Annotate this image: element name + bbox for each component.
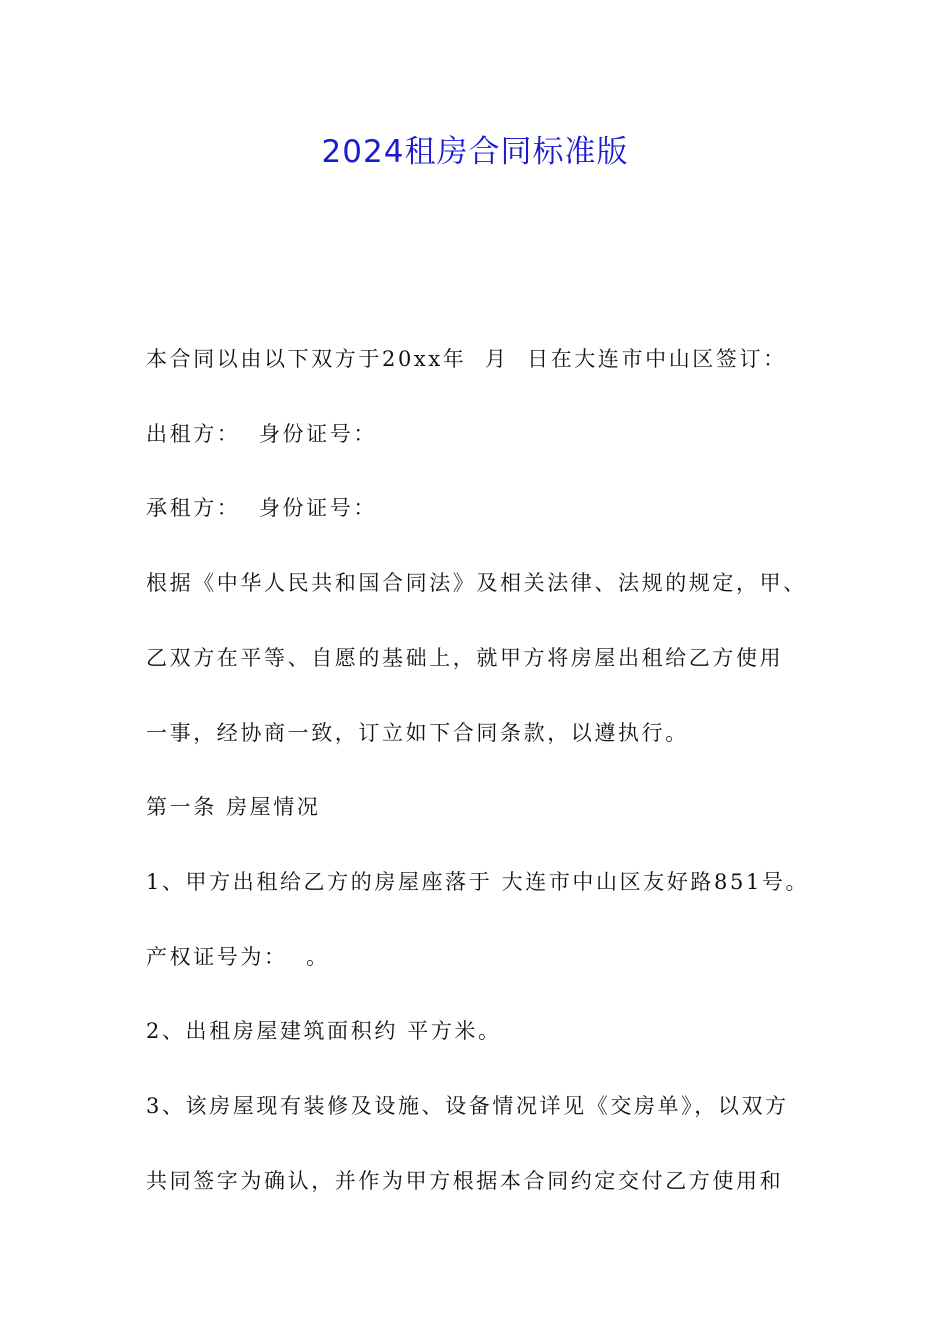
article-one-heading: 第一条 房屋情况: [146, 795, 321, 819]
clause-2-area: 2、出租房屋建筑面积约 平方米。: [146, 1019, 502, 1043]
paragraph-basis-line-2: 乙双方在平等、自愿的基础上，就甲方将房屋出租给乙方使用: [146, 646, 784, 670]
clause-1-certificate: 产权证号为： 。: [146, 945, 330, 969]
paragraph-signing-intro: 本合同以由以下双方于20xx年 月 日在大连市中山区签订：: [146, 347, 787, 371]
document-title: 2024租房合同标准版: [321, 134, 629, 170]
paragraph-basis-line-1: 根据《中华人民共和国合同法》及相关法律、法规的规定，甲、: [146, 571, 807, 595]
clause-3-line-1: 3、该房屋现有装修及设施、设备情况详见《交房单》，以双方: [146, 1094, 789, 1118]
clause-3-line-2: 共同签字为确认，并作为甲方根据本合同约定交付乙方使用和: [146, 1169, 784, 1193]
paragraph-lessor: 出租方： 身份证号：: [146, 422, 377, 446]
paragraph-basis-line-3: 一事，经协商一致，订立如下合同条款，以遵执行。: [146, 721, 689, 745]
clause-1-location: 1、甲方出租给乙方的房屋座落于 大连市中山区友好路851号。: [146, 870, 810, 894]
paragraph-lessee: 承租方： 身份证号：: [146, 496, 377, 520]
